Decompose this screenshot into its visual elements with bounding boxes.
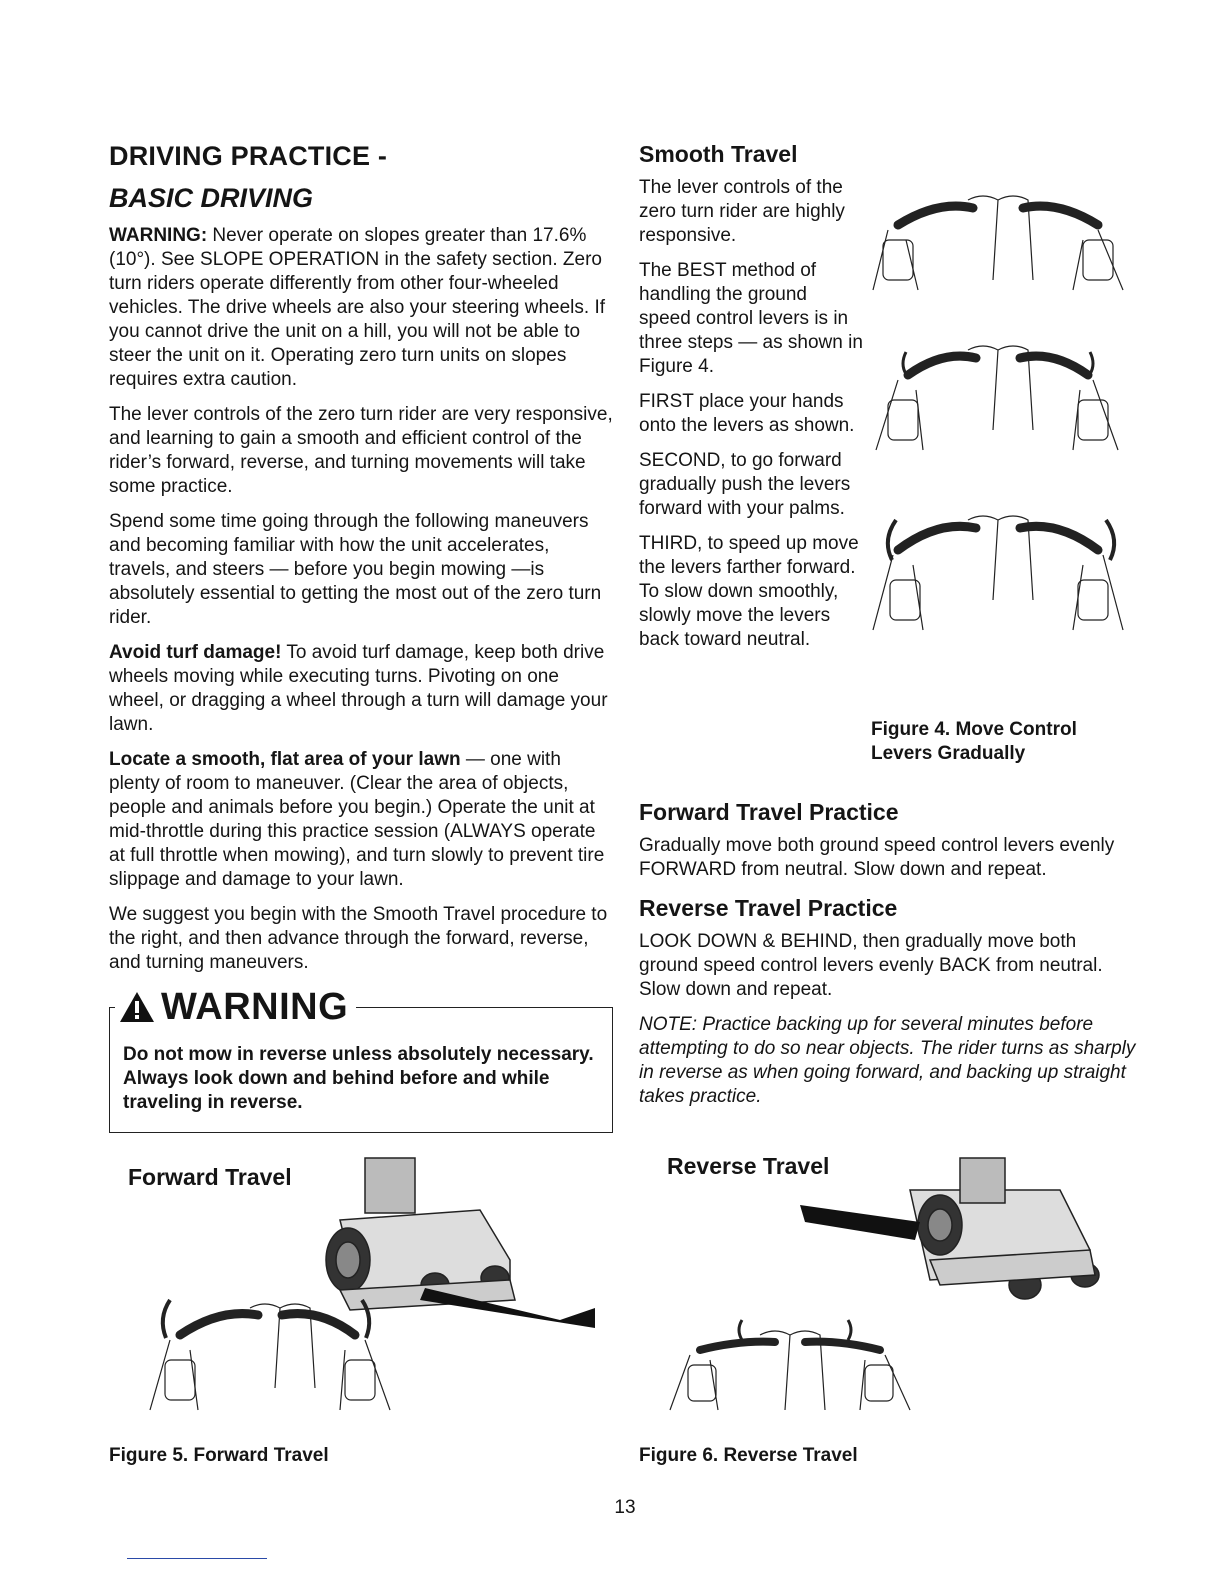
smooth-p5: THIRD, to speed up move the levers farther forward. To slow down smoothly, slowly move the levers back toward neutral. bbox=[639, 533, 859, 650]
page-number: 13 bbox=[614, 1497, 636, 1518]
maneuver-paragraph: Spend some time going through the following maneuvers and becoming familiar with how the unit accelerates, travels, and steers — before you begin mowing —is absolutely essential to getting the most out of the zero turn rider. bbox=[109, 511, 602, 628]
figure-6-label: Reverse Travel bbox=[667, 1153, 830, 1179]
reverse-lever-hands bbox=[670, 1320, 910, 1410]
reverse-practice-title: Reverse Travel Practice bbox=[639, 895, 898, 921]
figure-6-caption: Figure 6. Reverse Travel bbox=[639, 1445, 858, 1466]
reverse-practice-text: LOOK DOWN & BEHIND, then gradually move both ground speed control levers evenly BACK from neutral. Slow down and repeat. bbox=[639, 931, 1103, 1000]
forward-practice-text: Gradually move both ground speed control levers evenly FORWARD from neutral. Slow down and repeat. bbox=[639, 835, 1115, 880]
warning-lead: WARNING: bbox=[109, 225, 208, 246]
warning-box-text: Do not mow in reverse unless absolutely necessary. Always look down and behind before and while traveling in reverse. bbox=[123, 1044, 594, 1113]
warning-heading-text: WARNING bbox=[161, 986, 349, 1028]
lever-hands-step-3 bbox=[873, 516, 1123, 630]
figure-4-caption: Figure 4. Move Control Levers Gradually bbox=[871, 719, 1077, 764]
turf-lead: Avoid turf damage! bbox=[109, 642, 282, 663]
mower-reverse bbox=[910, 1158, 1099, 1299]
smooth-p3: FIRST place your hands onto the levers as shown. bbox=[639, 391, 855, 436]
warning-heading bbox=[115, 984, 356, 1030]
locate-paragraph bbox=[109, 748, 614, 892]
warning-paragraph-text: Never operate on slopes greater than 17.6% (10°). See SLOPE OPERATION in the safety section. Zero turn riders operate differently from other four-wheeled vehicles. The drive wheels are also your steering wheels. If you cannot drive the unit on a hill, you will not be able to steer the unit on it. Operating zero turn units on slopes requires extra caution. bbox=[109, 225, 606, 390]
figure-5-label: Forward Travel bbox=[128, 1164, 292, 1190]
lever-hands-step-2 bbox=[876, 346, 1118, 450]
turf-paragraph bbox=[109, 641, 614, 737]
reverse-practice-note: NOTE: Practice backing up for several minutes before attempting to do so near objects. The rider turns as sharply in reverse as when going forward, and backing up straight takes practice. bbox=[639, 1014, 1136, 1107]
reverse-arrow-icon bbox=[800, 1205, 920, 1240]
forward-practice-title: Forward Travel Practice bbox=[639, 799, 899, 825]
warning-paragraph bbox=[109, 224, 614, 392]
smooth-p4: SECOND, to go forward gradually push the levers forward with your palms. bbox=[639, 450, 851, 519]
lever-hands-step-1 bbox=[873, 196, 1123, 290]
warning-box-top-line bbox=[345, 1007, 613, 1008]
figure-4-illustration bbox=[868, 190, 1138, 660]
smooth-p2: The BEST method of handling the ground speed control levers is in three steps — as shown in Figure 4. bbox=[639, 260, 863, 377]
figure-5-illustration bbox=[140, 1150, 610, 1430]
smooth-travel-section bbox=[639, 140, 864, 663]
figure-5-caption: Figure 5. Forward Travel bbox=[109, 1445, 329, 1466]
forward-practice-section bbox=[639, 798, 1139, 882]
section-subtitle: BASIC DRIVING bbox=[109, 183, 314, 213]
locate-lead: Locate a smooth, flat area of your lawn bbox=[109, 749, 461, 770]
footer-rule bbox=[127, 1558, 267, 1559]
left-column bbox=[109, 140, 614, 986]
smooth-travel-title: Smooth Travel bbox=[639, 141, 798, 167]
suggest-paragraph: We suggest you begin with the Smooth Travel procedure to the right, and then advance through the forward, reverse, and turning maneuvers. bbox=[109, 904, 608, 973]
warning-triangle-icon bbox=[119, 991, 155, 1023]
reverse-practice-section bbox=[639, 894, 1139, 1109]
locate-paragraph-text: — one with plenty of room to maneuver. (Clear the area of objects, people and animals before you begin.) Operate the unit at mid-throttle during this practice session (ALWAYS operate at full throttle when mowing), and turn slowly to prevent tire slippage and damage to your lawn. bbox=[109, 749, 605, 890]
smooth-p1: The lever controls of the zero turn rider are highly responsive. bbox=[639, 177, 845, 246]
mower-forward bbox=[326, 1158, 515, 1310]
turf-paragraph-text: To avoid turf damage, keep both drive wheels moving while executing turns. Pivoting on one wheel, or dragging a wheel through a turn will damage your lawn. bbox=[109, 642, 608, 735]
figure-6-illustration bbox=[660, 1150, 1110, 1430]
lever-paragraph: The lever controls of the zero turn rider are very responsive, and learning to gain a smooth and efficient control of the rider’s forward, reverse, and turning movements will take some practice. bbox=[109, 404, 613, 497]
section-title: DRIVING PRACTICE - bbox=[109, 141, 388, 171]
forward-lever-hands bbox=[150, 1300, 390, 1410]
